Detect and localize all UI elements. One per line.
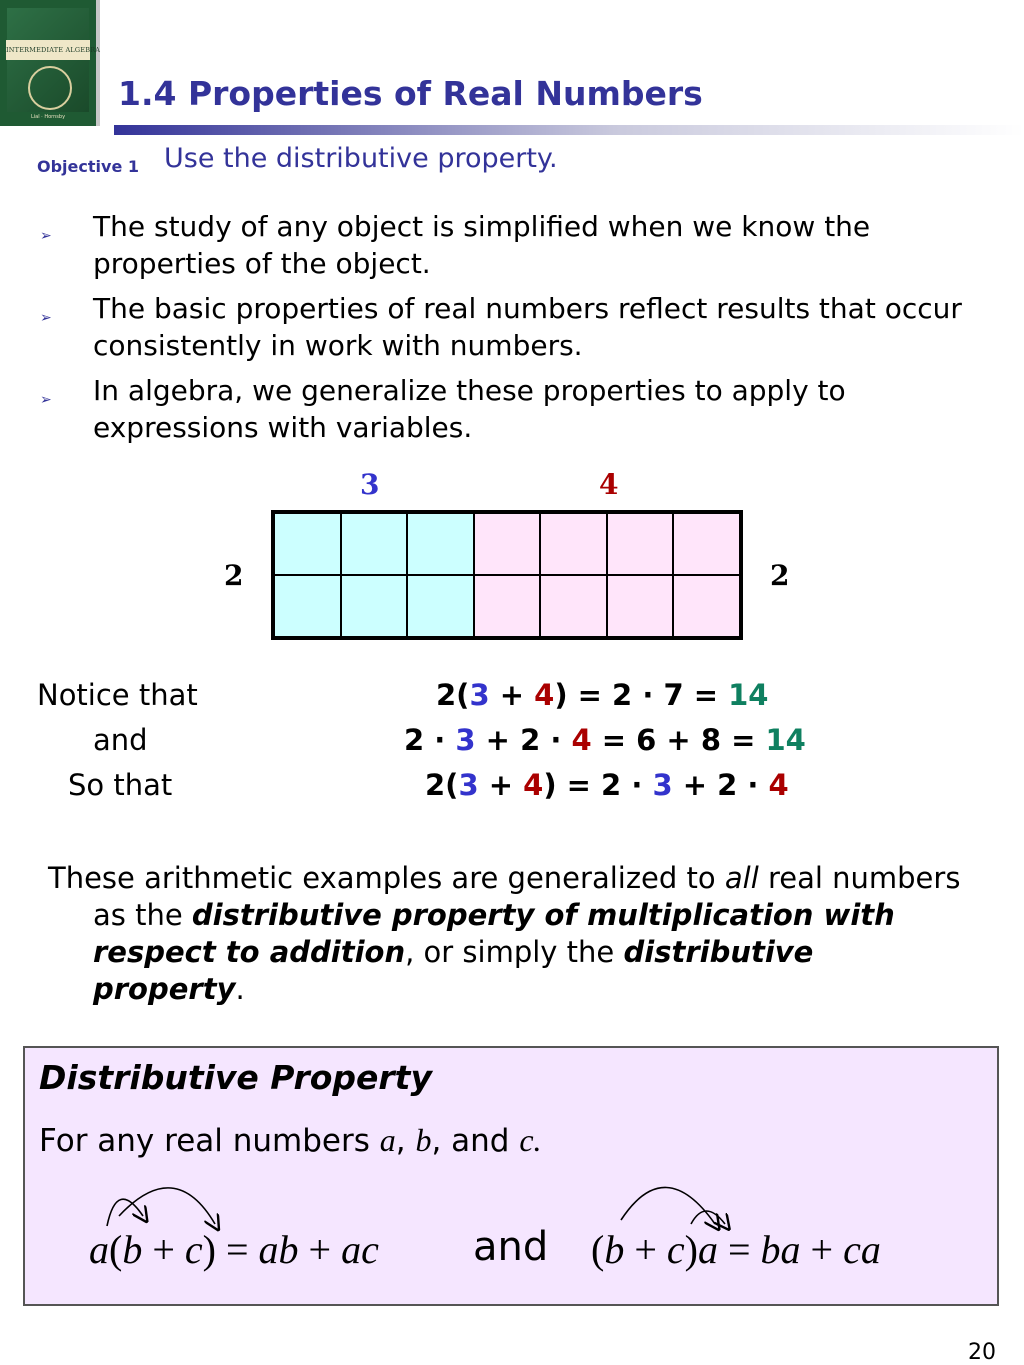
book-cover-emblem [28, 66, 72, 110]
property-statement: For any real numbers a, b, and c. [39, 1122, 542, 1159]
grid-cell [341, 513, 408, 575]
book-cover-title: INTERMEDIATE ALGEBRA [6, 40, 90, 60]
objective-label: Objective 1 [37, 157, 139, 176]
book-cover-authors: Lial · Hornsby [30, 114, 66, 120]
formula-right: (b + c)a = ba + ca [591, 1227, 881, 1272]
diagram-label-right-2: 2 [770, 559, 790, 592]
title-underline [114, 125, 1024, 135]
bullet-item: ➢ In algebra, we generalize these properties to apply to expressions with variables. [40, 374, 846, 444]
grid-cell [673, 513, 740, 575]
grid-cell [474, 575, 541, 637]
bullet-list [40, 208, 1000, 454]
diagram-label-3: 3 [360, 468, 380, 501]
grid-cell [407, 513, 474, 575]
bullet-arrow-icon: ➢ [40, 228, 52, 244]
equation-label-so-that: So that [68, 768, 173, 802]
equation-row-3: 2(3 + 4) = 2 · 3 + 2 · 4 [425, 768, 789, 802]
slide-title: 1.4 Properties of Real Numbers [118, 74, 703, 113]
distributive-property-box [23, 1046, 999, 1306]
formula-and: and [473, 1224, 549, 1270]
grid-cell [474, 513, 541, 575]
formula-left: a(b + c) = ab + ac [89, 1227, 379, 1272]
area-grid [271, 510, 743, 640]
grid-cell [274, 575, 341, 637]
book-cover-image [0, 0, 101, 126]
diagram-label-4: 4 [599, 468, 619, 501]
grid-cell [274, 513, 341, 575]
bullet-item: ➢ The study of any object is simplified when we know the properties of the object. [40, 210, 871, 280]
grid-cell [607, 513, 674, 575]
grid-cell [607, 575, 674, 637]
grid-cell [673, 575, 740, 637]
generalization-paragraph: These arithmetic examples are generalized to all real numbers as the distributive property of multiplication with respect to addition, or simply the distributive property. [48, 861, 961, 1006]
property-heading: Distributive Property [39, 1058, 432, 1097]
grid-cell [341, 575, 408, 637]
equation-row-2: 2 · 3 + 2 · 4 = 6 + 8 = 14 [404, 723, 806, 757]
diagram-label-left-2: 2 [224, 559, 244, 592]
objective-text: Use the distributive property. [164, 143, 558, 174]
page-number: 20 [968, 1340, 996, 1365]
bullet-arrow-icon: ➢ [40, 310, 52, 326]
equation-label-and: and [93, 723, 148, 757]
bullet-item: ➢ The basic properties of real numbers reflect results that occur consistently in work with numbers. [40, 292, 962, 362]
equation-row-1: 2(3 + 4) = 2 · 7 = 14 [436, 678, 769, 712]
bullet-arrow-icon: ➢ [40, 392, 52, 408]
equation-label-notice: Notice that [37, 678, 198, 712]
grid-cell [407, 575, 474, 637]
grid-cell [540, 513, 607, 575]
grid-cell [540, 575, 607, 637]
